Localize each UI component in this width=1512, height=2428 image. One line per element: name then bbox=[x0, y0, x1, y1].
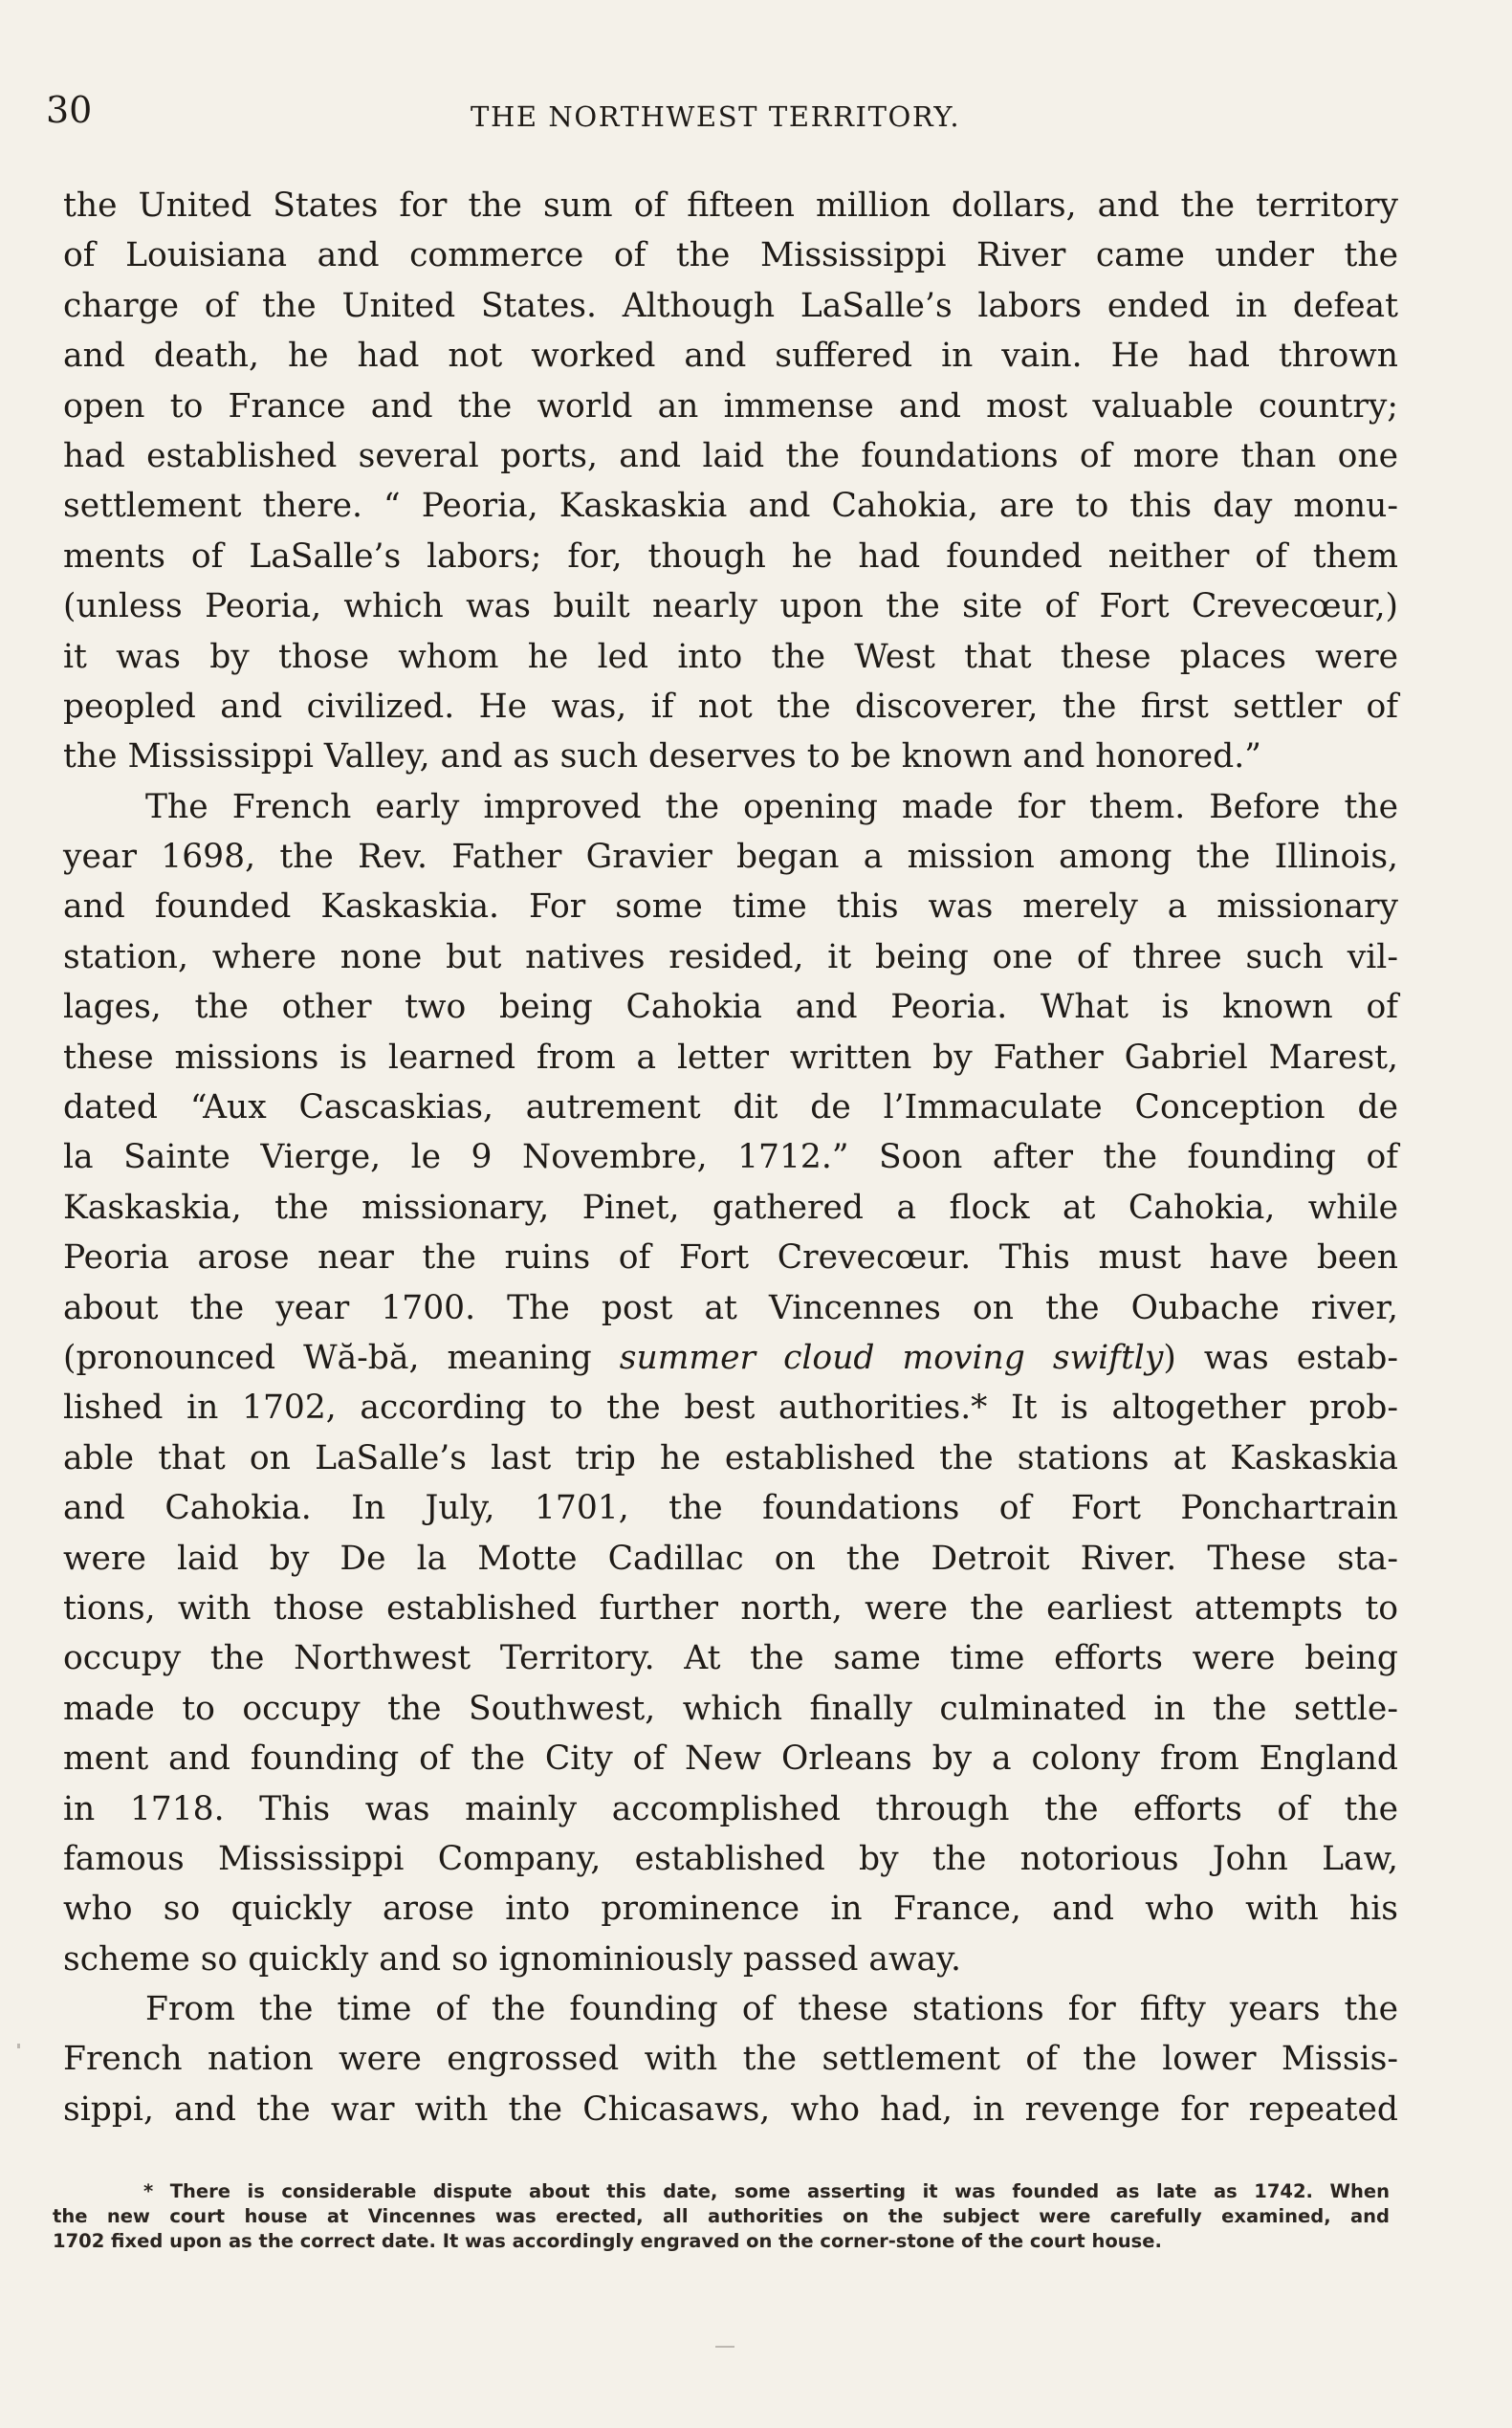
paragraph-1 bbox=[63, 181, 1398, 782]
text-line: lished in 1702, according to the best authorities.* It is altogether prob- bbox=[63, 1389, 1398, 1428]
text-line: open to France and the world an immense and most valuable country; bbox=[63, 386, 1398, 426]
text-line: famous Mississippi Company, established by the notorious John Law, bbox=[63, 1839, 1398, 1878]
text-line: ments of LaSalle’s labors; for, though he had founded neither of them bbox=[63, 536, 1398, 576]
text-line: were laid by De la Motte Cadillac on the Detroit River. These sta- bbox=[63, 1539, 1398, 1578]
text-line: The French early improved the opening made for them. Before the bbox=[145, 787, 1398, 826]
text-line: and founded Kaskaskia. For some time this was merely a missionary bbox=[63, 887, 1398, 927]
text-line: the United States for the sum of fifteen million dollars, and the territory bbox=[63, 186, 1398, 225]
pronunciation-line bbox=[63, 1333, 1398, 1383]
text-line: Kaskaskia, the missionary, Pinet, gathered a flock at Cahokia, while bbox=[63, 1188, 1398, 1227]
italic-phrase: summer cloud moving swiftly bbox=[619, 1338, 1164, 1377]
text-line: in 1718. This was mainly accomplished through the efforts of the bbox=[63, 1789, 1398, 1828]
text-line: able that on LaSalle’s last trip he established the stations at Kaskaskia bbox=[63, 1438, 1398, 1477]
text-line: year 1698, the Rev. Father Gravier began a mission among the Illinois, bbox=[63, 838, 1398, 877]
paragraph-3 bbox=[63, 1984, 1398, 2134]
text-line: Peoria arose near the ruins of Fort Crevecœur. This must have been bbox=[63, 1238, 1398, 1278]
text-line: French nation were engrossed with the settlement of the lower Missis- bbox=[63, 2040, 1398, 2079]
text-line: peopled and civilized. He was, if not the discoverer, the first settler of bbox=[63, 687, 1398, 726]
text-line: who so quickly arose into prominence in France, and who with his bbox=[63, 1890, 1398, 1929]
text-line: settlement there. “ Peoria, Kaskaskia and Cahokia, are to this day monu- bbox=[63, 487, 1398, 526]
text-line: and Cahokia. In July, 1701, the foundations of Fort Ponchartrain bbox=[63, 1489, 1398, 1528]
text-line: sippi, and the war with the Chicasaws, who had, in revenge for repeated bbox=[63, 2089, 1398, 2129]
running-head: THE NORTHWEST TERRITORY. bbox=[471, 100, 961, 133]
footnote-line: * There is considerable dispute about this date, some asserting it was founded as late as 1742. When bbox=[143, 2180, 1390, 2202]
text-line: lages, the other two being Cahokia and Peoria. What is known of bbox=[63, 988, 1398, 1027]
footnote-line: the new court house at Vincennes was erected, all authorities on the subject were carefully examined, and bbox=[53, 2205, 1390, 2227]
margin-speck bbox=[17, 2044, 20, 2048]
text-line: la Sainte Vierge, le 9 Novembre, 1712.” Soon after the founding of bbox=[63, 1138, 1398, 1177]
text-line: had established several ports, and laid the foundations of more than one bbox=[63, 436, 1398, 475]
pronunciation-suffix: ) was estab- bbox=[1163, 1338, 1398, 1377]
text-line: and death, he had not worked and suffered in vain. He had thrown bbox=[63, 337, 1398, 376]
footnote bbox=[53, 2179, 1390, 2254]
body-text bbox=[63, 181, 1398, 2134]
text-line: From the time of the founding of these stations for fifty years the bbox=[145, 1990, 1398, 2029]
text-line: these missions is learned from a letter written by Father Gabriel Marest, bbox=[63, 1038, 1398, 1077]
text-line: the Mississippi Valley, and as such deserves to be known and honored.” bbox=[63, 737, 1261, 777]
text-line: ment and founding of the City of New Orleans by a colony from England bbox=[63, 1739, 1398, 1779]
text-line: station, where none but natives resided, it being one of three such vil- bbox=[63, 937, 1398, 976]
page-number: 30 bbox=[46, 89, 93, 131]
text-line: occupy the Northwest Territory. At the same time efforts were being bbox=[63, 1639, 1398, 1678]
text-line: about the year 1700. The post at Vincennes on the Oubache river, bbox=[63, 1288, 1398, 1327]
footnote-line: 1702 fixed upon as the correct date. It was accordingly engraved on the corner-stone of the court house. bbox=[53, 2230, 1162, 2252]
text-line: scheme so quickly and so ignominiously passed away. bbox=[63, 1939, 961, 1979]
text-line: (unless Peoria, which was built nearly upon the site of Fort Crevecœur,) bbox=[63, 587, 1398, 626]
text-line: tions, with those established further north, were the earliest attempts to bbox=[63, 1588, 1398, 1628]
text-line: charge of the United States. Although LaSalle’s labors ended in defeat bbox=[63, 286, 1398, 325]
text-line: of Louisiana and commerce of the Mississippi River came under the bbox=[63, 236, 1398, 275]
text-line: it was by those whom he led into the West that these places were bbox=[63, 637, 1398, 676]
pronunciation-prefix: (pronounced Wă-bă, meaning bbox=[63, 1338, 620, 1377]
bottom-speck bbox=[715, 2346, 734, 2348]
text-line: made to occupy the Southwest, which finally culminated in the settle- bbox=[63, 1689, 1398, 1728]
text-line: dated “Aux Cascaskias, autrement dit de l’Immaculate Conception de bbox=[63, 1088, 1398, 1127]
paragraph-2 bbox=[63, 782, 1398, 1984]
